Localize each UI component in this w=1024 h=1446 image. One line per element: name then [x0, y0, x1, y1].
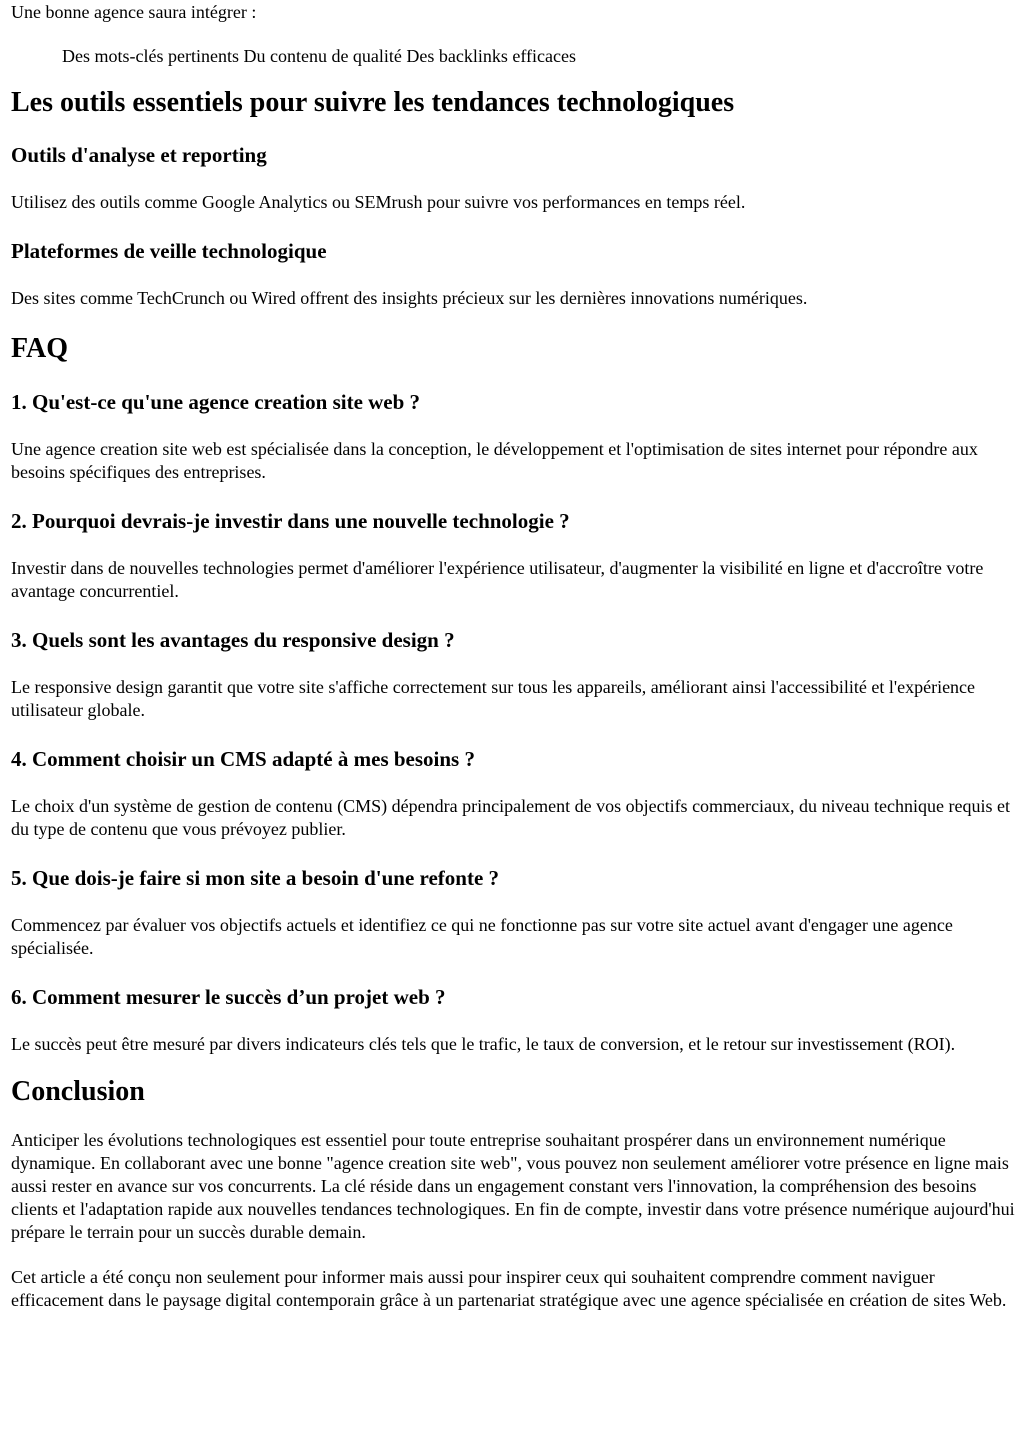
section-heading-tools: Les outils essentiels pour suivre les tendances technologiques: [11, 87, 735, 118]
faq-item: [11, 746, 1015, 841]
faq-question: 1. Qu'est-ce qu'une agence creation site web ?: [11, 390, 421, 414]
faq-item: [11, 627, 1015, 722]
faq-answer: Le responsive design garantit que votre site s'affiche correctement sur tous les appareils, améliorant ainsi l'accessibilité et l'expérience utilisateur globale.: [11, 677, 976, 720]
faq-question: 5. Que dois-je faire si mon site a besoin d'une refonte ?: [11, 866, 500, 890]
faq-answer: Le succès peut être mesuré par divers indicateurs clés tels que le trafic, le taux de conversion, et le retour sur investissement (ROI).: [11, 1034, 956, 1054]
section-heading-conclusion: Conclusion: [11, 1076, 145, 1107]
faq-item: [11, 389, 1015, 484]
faq-answer: Le choix d'un système de gestion de contenu (CMS) dépendra principalement de vos objectifs commerciaux, du niveau technique requis et du type de contenu que vous prévoyez publier.: [11, 796, 1010, 839]
faq-answer: Une agence creation site web est spécialisée dans la conception, le développement et l'optimisation de sites internet pour répondre aux besoins spécifiques des entreprises.: [11, 439, 978, 482]
subheading-analyse: Outils d'analyse et reporting: [11, 143, 267, 167]
faq-item: [11, 984, 1015, 1056]
faq-question: 6. Comment mesurer le succès d’un projet web ?: [11, 985, 446, 1009]
keyword-list: Des mots-clés pertinents Du contenu de qualité Des backlinks efficaces: [62, 46, 577, 66]
faq-answer: Investir dans de nouvelles technologies permet d'améliorer l'expérience utilisateur, d'augmenter la visibilité en ligne et d'accroître votre avantage concurrentiel.: [11, 558, 984, 601]
faq-question: 3. Quels sont les avantages du responsive design ?: [11, 628, 455, 652]
subheading-veille: Plateformes de veille technologique: [11, 239, 327, 263]
section-heading-faq: FAQ: [11, 333, 69, 364]
conclusion-paragraph-2: Cet article a été conçu non seulement pour informer mais aussi pour inspirer ceux qui souhaitent comprendre comment naviguer efficacement dans le paysage digital contemporain grâce à un partenariat stratégique avec une agence spécialisée en création de sites Web.: [11, 1267, 1007, 1310]
faq-question: 4. Comment choisir un CMS adapté à mes besoins ?: [11, 747, 475, 771]
intro-lead: Une bonne agence saura intégrer :: [11, 2, 257, 22]
paragraph-analyse: Utilisez des outils comme Google Analytics ou SEMrush pour suivre vos performances en temps réel.: [11, 192, 746, 212]
conclusion-paragraph-1: Anticiper les évolutions technologiques est essentiel pour toute entreprise souhaitant prospérer dans un environnement numérique dynamique. En collaborant avec une bonne "agence creation site web", vous pouvez non seulement améliorer votre présence en ligne mais aussi rester en avance sur vos concurrents. La clé réside dans un engagement constant vers l'innovation, la compréhension des besoins clients et l'adaptation rapide aux nouvelles tendances technologiques. En fin de compte, investir dans votre présence numérique aujourd'hui prépare le terrain pour un succès durable demain.: [11, 1130, 1015, 1242]
faq-item: [11, 865, 1015, 960]
faq-question: 2. Pourquoi devrais-je investir dans une nouvelle technologie ?: [11, 509, 570, 533]
paragraph-veille: Des sites comme TechCrunch ou Wired offrent des insights précieux sur les dernières innovations numériques.: [11, 288, 808, 308]
faq-answer: Commencez par évaluer vos objectifs actuels et identifiez ce qui ne fonctionne pas sur votre site actuel avant d'engager une agence spécialisée.: [11, 915, 953, 958]
faq-item: [11, 508, 1015, 603]
